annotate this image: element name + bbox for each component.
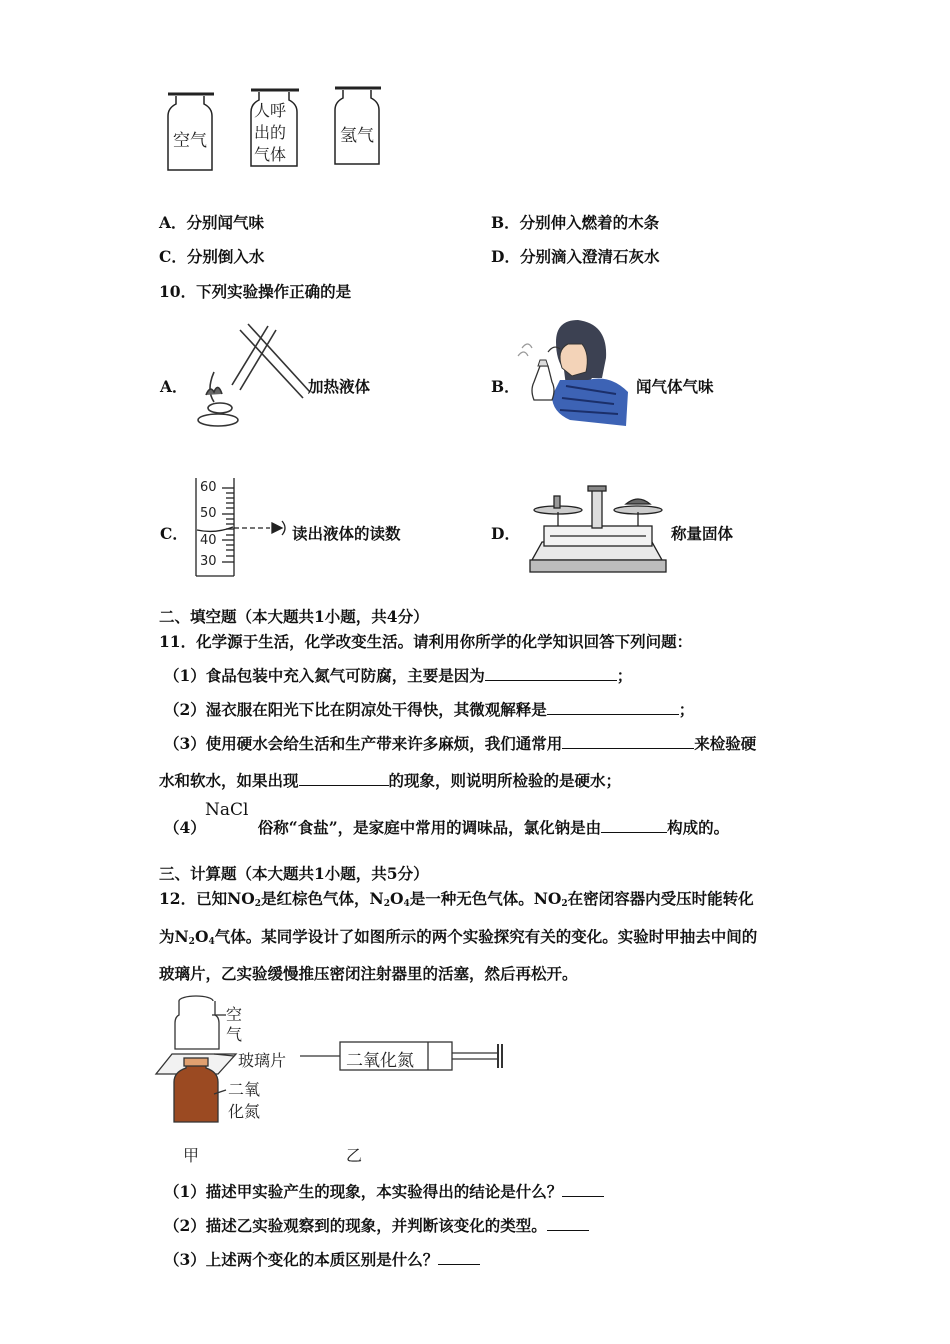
q11-part1-end: ； <box>616 666 633 685</box>
fig-yi-label: 乙 <box>346 1146 363 1165</box>
fig-air-label-1: 空 <box>226 1005 243 1024</box>
cylinder-tick-50: 50 <box>200 506 217 521</box>
q11-part4-text: 俗称“食盐”，是家庭中常用的调味品，氯化钠是由 <box>257 818 602 837</box>
q12-sub2-text: （2）描述乙实验观察到的现象，并判断该变化的类型。 <box>164 1216 547 1235</box>
q11-part3b-text: 水和软水，如果出现 <box>159 771 299 790</box>
q12-sub3-text: （3）上述两个变化的本质区别是什么？ <box>164 1250 439 1269</box>
section3-title: 三、计算题（本大题共1小题，共5分） <box>159 864 429 883</box>
q10-d-caption: 称量固体 <box>671 524 734 543</box>
q12-l1-sub4: 4 <box>403 899 410 909</box>
cylinder-tick-60: 60 <box>200 480 217 495</box>
q12-l1-e: 在密闭容器内受压时能转化 <box>567 889 754 908</box>
q11-stem: 11．化学源于生活，化学改变生活。请利用你所学的化学知识回答下列问题： <box>159 632 693 651</box>
q10-stem: 10．下列实验操作正确的是 <box>159 282 352 301</box>
q9-option-a: A．分别闻气味 <box>159 213 265 232</box>
q11-part4-num: （4） <box>164 818 206 837</box>
q12-l2-sub4: 4 <box>208 937 215 947</box>
q10-d-letter: D． <box>491 524 520 543</box>
fig-glass-label: 玻璃片 <box>238 1051 287 1070</box>
q12-l1-sub2b: 2 <box>383 899 390 909</box>
q10-b-letter: B． <box>491 377 520 396</box>
q12-l1-d: 是一种无色气体。NO <box>409 889 562 908</box>
nacl-formula: NaCl <box>205 800 249 820</box>
q12-l1-sub2c: 2 <box>561 899 568 909</box>
q11-part3b-end: 的现象，则说明所检验的是硬水； <box>388 771 622 790</box>
fig-no2-label-1: 二氧 <box>228 1080 261 1099</box>
q12-line3: 玻璃片，乙实验缓慢推压密闭注射器里的活塞，然后再松开。 <box>159 964 578 983</box>
q11-part2-text: （2）湿衣服在阳光下比在阴凉处干得快，其微观解释是 <box>164 700 547 719</box>
q10-c-caption: 读出液体的读数 <box>292 524 401 543</box>
cylinder-tick-40: 40 <box>200 533 217 548</box>
q12-l1-c: O <box>389 889 404 908</box>
q12-l1-sub2: 2 <box>254 899 262 909</box>
bottle-label-hydrogen: 氢气 <box>340 126 374 146</box>
q12-sub3 <box>164 1248 480 1270</box>
q10-a-letter: A． <box>160 377 188 396</box>
bottle-label-air: 空气 <box>173 131 207 151</box>
q12-sub1-text: （1）描述甲实验产生的现象，本实验得出的结论是什么？ <box>164 1182 563 1201</box>
q11-part4-end: 构成的。 <box>667 818 730 837</box>
q12-l2-b: O <box>194 927 209 946</box>
q9-option-d: D．分别滴入澄清石灰水 <box>491 247 660 266</box>
q12-l2-sub2: 2 <box>188 937 195 947</box>
q11-part3-text: （3）使用硬水会给生活和生产带来许多麻烦，我们通常用 <box>164 734 563 753</box>
q10-a-caption: 加热液体 <box>308 377 371 396</box>
q12-l2-c: 气体。某同学设计了如图所示的两个实验探究有关的变化。实验时甲抽去中间的 <box>214 927 758 946</box>
fig-air-label-2: 气 <box>226 1025 243 1044</box>
fig-jia-label: 甲 <box>183 1146 200 1165</box>
q12-l1-a: 12．已知NO <box>159 889 255 908</box>
bottle-label-exhaled: 人呼出的气体 <box>254 101 287 164</box>
q12-sub1 <box>164 1180 604 1202</box>
q9-option-b: B．分别伸入燃着的木条 <box>491 213 660 232</box>
section2-title: 二、填空题（本大题共1小题，共4分） <box>159 607 429 626</box>
q12-l1-b: 是红棕色气体，N <box>261 889 384 908</box>
q12-sub2-blank[interactable] <box>547 1215 589 1232</box>
q10-b-caption: 闻气体气味 <box>636 377 714 396</box>
q11-part3-end: 来检验硬 <box>694 734 757 753</box>
q12-sub2 <box>164 1214 589 1236</box>
q12-sub3-blank[interactable] <box>438 1249 480 1266</box>
q9-option-c: C．分别倒入水 <box>159 247 265 266</box>
fig-no2-label-2: 化氮 <box>228 1102 261 1121</box>
fig-syringe-label: 二氧化氮 <box>346 1051 414 1071</box>
q12-sub1-blank[interactable] <box>562 1181 604 1198</box>
cylinder-tick-30: 30 <box>200 554 217 569</box>
q11-part1-text: （1）食品包装中充入氮气可防腐，主要是因为 <box>164 666 485 685</box>
q10-c-letter: C． <box>160 524 188 543</box>
q12-l2-a: 为N <box>159 927 189 946</box>
q11-part2-end: ； <box>678 700 695 719</box>
